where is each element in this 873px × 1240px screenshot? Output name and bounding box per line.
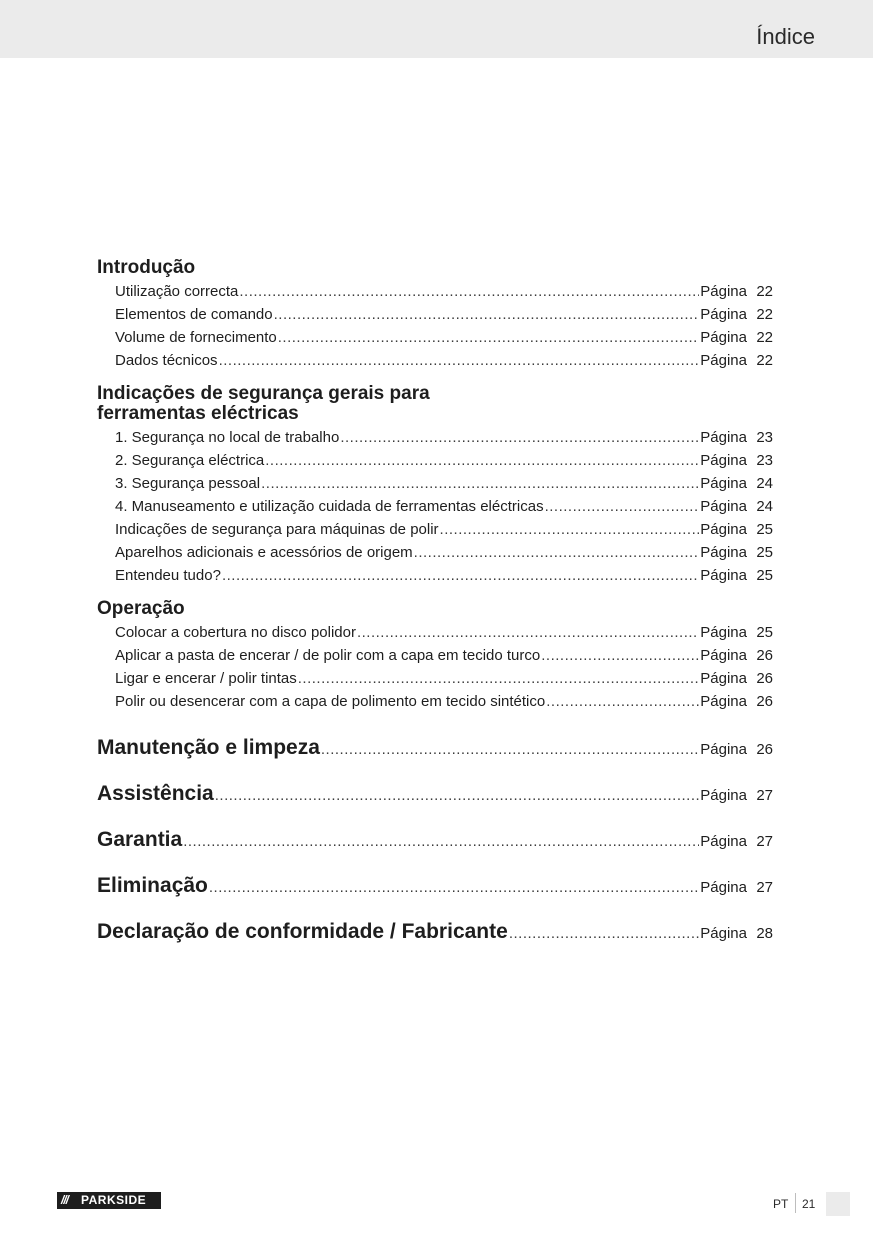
toc-entry-label: 1. Segurança no local de trabalho <box>115 429 340 446</box>
toc-entry[interactable] <box>97 644 773 667</box>
parkside-logo <box>57 1192 161 1209</box>
dot-leader <box>340 426 699 449</box>
page-number: 22 <box>756 306 773 323</box>
page-number: 23 <box>756 452 773 469</box>
toc-section-introducao <box>97 258 773 372</box>
section-title-line: Indicações de segurança gerais para <box>97 383 430 404</box>
page-number: 22 <box>756 283 773 300</box>
section-title <box>97 384 773 424</box>
page-word: Página <box>700 879 747 896</box>
toc-entry-label: 3. Segurança pessoal <box>115 475 261 492</box>
page-word: Página <box>700 329 747 346</box>
page-word: Página <box>700 741 747 758</box>
page-word: Página <box>700 475 747 492</box>
page-word: Página <box>700 352 747 369</box>
page-number: 26 <box>756 670 773 687</box>
page-word: Página <box>700 833 747 850</box>
toc-entry[interactable] <box>97 326 773 349</box>
toc-entry-label: Colocar a cobertura no disco polidor <box>115 624 356 641</box>
page-word: Página <box>700 544 747 561</box>
toc-entry[interactable] <box>97 564 773 587</box>
toc-entry-label: 2. Segurança eléctrica <box>115 452 265 469</box>
dot-leader <box>440 518 700 541</box>
page-number: 24 <box>756 498 773 515</box>
page-word: Página <box>700 624 747 641</box>
toc-big-entry[interactable] <box>97 725 773 771</box>
page-word: Página <box>700 693 747 710</box>
toc-big-entry[interactable] <box>97 817 773 863</box>
page-word: Página <box>700 498 747 515</box>
page-word: Página <box>700 567 747 584</box>
section-title-line: Operação <box>97 598 185 619</box>
page-number: 24 <box>756 475 773 492</box>
toc-section-seguranca <box>97 384 773 587</box>
footer-page-number: 21 <box>802 1197 816 1211</box>
dot-leader <box>215 773 700 819</box>
dot-leader <box>321 727 699 773</box>
toc-entry[interactable] <box>97 518 773 541</box>
page-word: Página <box>700 670 747 687</box>
page-number: 25 <box>756 624 773 641</box>
toc-section-operacao <box>97 599 773 713</box>
toc-entry-label: Ligar e encerar / polir tintas <box>115 670 297 687</box>
toc-entry[interactable] <box>97 690 773 713</box>
toc-big-entry[interactable] <box>97 771 773 817</box>
toc-entry[interactable] <box>97 472 773 495</box>
toc-entry-label: Entendeu tudo? <box>115 567 221 584</box>
toc-entry[interactable] <box>97 667 773 690</box>
section-title-line: Introdução <box>97 257 196 278</box>
page-number: 22 <box>756 352 773 369</box>
page-title: Índice <box>756 24 815 49</box>
dot-leader <box>546 690 699 713</box>
toc-entry[interactable] <box>97 541 773 564</box>
logo-stripes: /// <box>61 1193 69 1207</box>
dot-leader <box>545 495 700 518</box>
footer-tab-box <box>826 1192 850 1216</box>
page-word: Página <box>700 452 747 469</box>
page-word: Página <box>700 306 747 323</box>
toc-big-entry-label: Declaração de conformidade / Fabricante <box>97 920 508 943</box>
dot-leader <box>414 541 700 564</box>
page-word: Página <box>700 521 747 538</box>
toc-entry[interactable] <box>97 303 773 326</box>
page-number: 23 <box>756 429 773 446</box>
page-word: Página <box>700 925 747 942</box>
toc-entry[interactable] <box>97 349 773 372</box>
table-of-contents <box>97 258 773 955</box>
toc-entry[interactable] <box>97 495 773 518</box>
footer-divider <box>795 1193 796 1213</box>
page-word: Página <box>700 647 747 664</box>
page-number: 27 <box>756 787 773 804</box>
header-band <box>0 0 873 58</box>
page-number: 25 <box>756 544 773 561</box>
toc-entry[interactable] <box>97 621 773 644</box>
language-code: PT <box>773 1197 789 1211</box>
page-number: 25 <box>756 567 773 584</box>
toc-big-entry-label: Manutenção e limpeza <box>97 736 320 759</box>
page-number: 27 <box>756 879 773 896</box>
page-word: Página <box>700 429 747 446</box>
dot-leader <box>541 644 699 667</box>
toc-entry-label: Indicações de segurança para máquinas de polir <box>115 521 439 538</box>
dot-leader <box>261 472 699 495</box>
section-title <box>97 258 773 278</box>
page-number: 26 <box>756 693 773 710</box>
toc-entry[interactable] <box>97 449 773 472</box>
dot-leader <box>222 564 699 587</box>
dot-leader <box>209 865 699 911</box>
toc-entry-label: Aplicar a pasta de encerar / de polir com a capa em tecido turco <box>115 647 541 664</box>
section-title-line: ferramentas eléctricas <box>97 403 299 424</box>
page-number: 25 <box>756 521 773 538</box>
dot-leader <box>274 303 700 326</box>
page-word: Página <box>700 283 747 300</box>
toc-entry-label: Dados técnicos <box>115 352 218 369</box>
dot-leader <box>298 667 700 690</box>
page-number: 22 <box>756 329 773 346</box>
toc-entry-label: Utilização correcta <box>115 283 239 300</box>
toc-big-entry[interactable] <box>97 909 773 955</box>
toc-entry-label: Polir ou desencerar com a capa de polimento em tecido sintético <box>115 693 546 710</box>
toc-big-entry-label: Assistência <box>97 782 214 805</box>
dot-leader <box>509 911 699 957</box>
dot-leader <box>278 326 700 349</box>
logo-brand: PARKSIDE <box>81 1193 147 1207</box>
page-number: 26 <box>756 741 773 758</box>
toc-entry[interactable] <box>97 280 773 303</box>
toc-entry-label: Volume de fornecimento <box>115 329 277 346</box>
dot-leader <box>265 449 699 472</box>
section-title <box>97 599 773 619</box>
dot-leader <box>357 621 699 644</box>
toc-big-entry[interactable] <box>97 863 773 909</box>
dot-leader <box>239 280 699 303</box>
toc-entry-label: Aparelhos adicionais e acessórios de origem <box>115 544 413 561</box>
page-number: 27 <box>756 833 773 850</box>
page-number: 28 <box>756 925 773 942</box>
toc-big-entry-label: Garantia <box>97 828 183 851</box>
toc-entry[interactable] <box>97 426 773 449</box>
page-number: 26 <box>756 647 773 664</box>
toc-entry-label: 4. Manuseamento e utilização cuidada de ferramentas eléctricas <box>115 498 544 515</box>
dot-leader <box>183 819 699 865</box>
dot-leader <box>219 349 700 372</box>
toc-entry-label: Elementos de comando <box>115 306 273 323</box>
toc-big-entry-label: Eliminação <box>97 874 208 897</box>
page-word: Página <box>700 787 747 804</box>
